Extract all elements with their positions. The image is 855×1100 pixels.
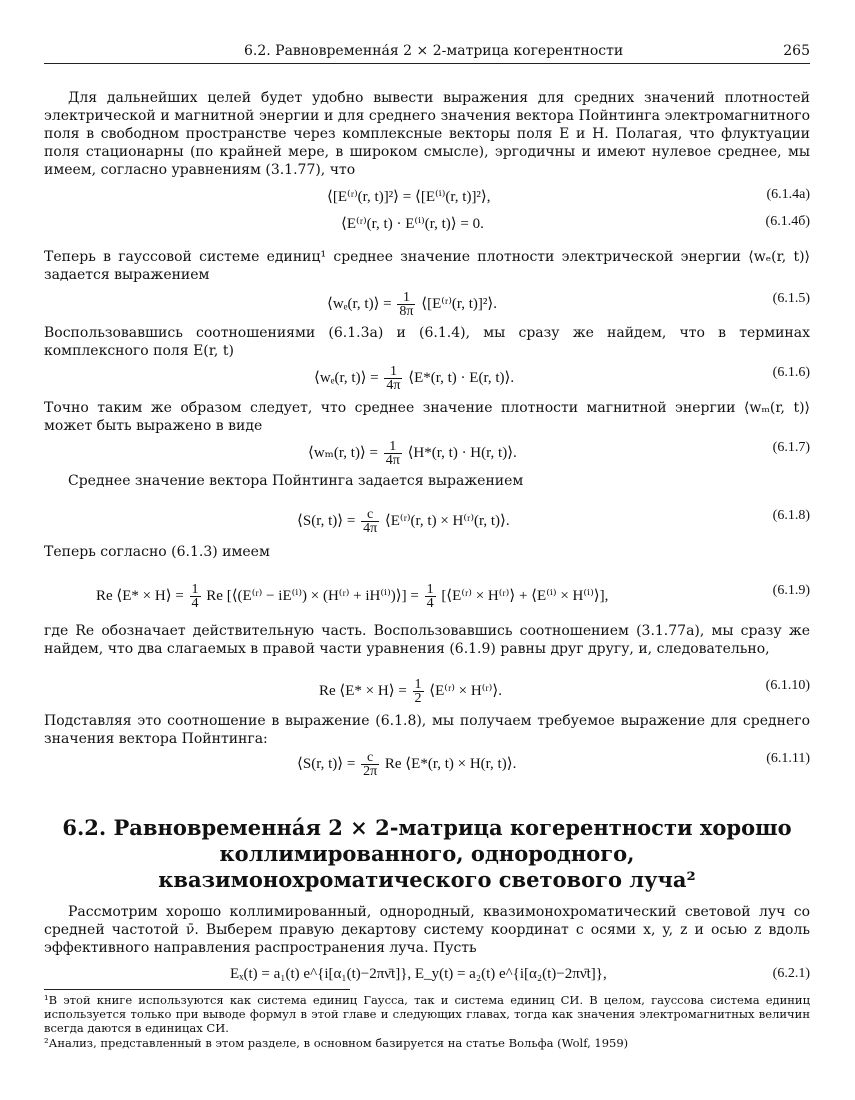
- section-heading-line-3: квазимонохроматического светового луча²: [158, 867, 696, 892]
- fraction-denominator: 4: [191, 596, 199, 611]
- fraction-denominator: 4π: [385, 453, 400, 468]
- fraction: [425, 583, 436, 610]
- equation-number: (6.1.10): [765, 678, 810, 693]
- equation-6-1-10: [44, 675, 810, 706]
- equation-6-1-6: [44, 362, 810, 393]
- equation-6-1-9: [44, 580, 810, 611]
- equation-body: ⟨E⁽ʳ⁾(r, t) · E⁽ⁱ⁾(r, t)⟩ = 0.: [341, 216, 484, 232]
- running-title: 6.2. Равновременна́я 2 × 2-матрица когерентности: [244, 43, 624, 59]
- footnote-2: ²Анализ, представленный в этом разделе, в основном базируется на статье Вольфа (Wolf, 1959): [44, 1036, 629, 1050]
- equation-body: ⟨[E⁽ʳ⁾(r, t)]²⟩ = ⟨[E⁽ⁱ⁾(r, t)]²⟩,: [327, 189, 491, 205]
- fraction-numerator: c: [361, 751, 379, 765]
- paragraph-relations: Воспользовавшись соотношениями (6.1.3а) и (6.1.4), мы сразу же найдем, что в терминах комплексного поля E(r, t): [44, 325, 810, 359]
- equation-lhs: Re ⟨E* × H⟩ =: [319, 682, 407, 699]
- fraction-numerator: c: [361, 508, 379, 522]
- equation-number: (6.1.4б): [765, 214, 810, 229]
- equation-number: (6.1.7): [772, 440, 810, 455]
- equation-middle: Re [⟨(E⁽ʳ⁾ − iE⁽ⁱ⁾) × (H⁽ʳ⁾ + iH⁽ⁱ⁾)⟩] =: [206, 587, 419, 604]
- fraction-denominator: 4: [426, 596, 434, 611]
- equation-rhs: ⟨E⁽ʳ⁾ × H⁽ʳ⁾⟩.: [429, 682, 502, 699]
- equation-number: (6.1.8): [772, 508, 810, 523]
- paragraph-poynting: Среднее значение вектора Пойнтинга задается выражением: [68, 473, 524, 489]
- paragraph-magnetic: Точно таким же образом следует, что среднее значение плотности магнитной энергии ⟨wₘ(r, t)⟩ может быть выражено в виде: [44, 400, 810, 434]
- paragraph-real-part: где Re обозначает действительную часть. Воспользовавшись соотношением (3.1.77а), мы сразу же найдем, что два слагаемых в правой части уравнения (6.1.9) равны друг другу, и, следовательно,: [44, 623, 810, 657]
- page-number: 265: [783, 43, 810, 59]
- fraction-denominator: 8π: [399, 304, 414, 319]
- equation-6-1-11: [44, 748, 810, 779]
- fraction: [361, 508, 379, 535]
- equation-number: (6.1.5): [772, 291, 810, 306]
- equation-body: Eₓ(t) = a₁(t) e^{i[α₁(t)−2πν̄t]}, E_y(t) = a₂(t) e^{i[α₂(t)−2πν̄t]},: [230, 966, 607, 982]
- equation-rhs: [⟨E⁽ʳ⁾ × H⁽ʳ⁾⟩ + ⟨E⁽ⁱ⁾ × H⁽ⁱ⁾⟩],: [441, 587, 609, 604]
- section-heading-line-1: 6.2. Равновременна́я 2 × 2-матрица когерентности хорошо: [62, 815, 792, 840]
- equation-rhs: ⟨[E⁽ʳ⁾(r, t)]²⟩.: [421, 295, 498, 312]
- equation-rhs: Re ⟨E*(r, t) × H(r, t)⟩.: [384, 755, 517, 772]
- equation-rhs: ⟨H*(r, t) · H(r, t)⟩.: [407, 444, 517, 461]
- fraction: [190, 583, 201, 610]
- fraction-numerator: 1: [426, 582, 434, 597]
- fraction-numerator: 1: [384, 440, 402, 454]
- equation-number: (6.1.6): [772, 365, 810, 380]
- footnote-1: ¹В этой книге используются как система единиц Гаусса, так и система единиц СИ. В целом, гауссова система единиц используется только при выводе формул в этой главе и следующих главах, тогда как значения электромагнитных величин всегда даются в единицах СИ.: [44, 993, 810, 1035]
- equation-number: (6.1.9): [772, 583, 810, 598]
- book-page: [44, 0, 810, 1100]
- paragraph-substituting: Подставляя это соотношение в выражение (6.1.8), мы получаем требуемое выражение для среднего значения вектора Пойнтинга:: [44, 713, 810, 747]
- fraction: [361, 751, 379, 778]
- equation-6-2-1: [44, 963, 810, 989]
- fraction-numerator: 1: [414, 677, 422, 692]
- equation-lhs: ⟨wₘ(r, t)⟩ =: [308, 444, 378, 461]
- equation-6-1-5: [44, 288, 810, 319]
- fraction: [397, 291, 415, 318]
- equation-6-1-8: [44, 505, 810, 536]
- equation-number: (6.1.4а): [766, 187, 810, 202]
- fraction-numerator: 1: [191, 582, 199, 597]
- running-header: [44, 43, 810, 63]
- equation-lhs: Re ⟨E* × H⟩ =: [96, 587, 184, 604]
- fraction-numerator: 1: [397, 291, 415, 305]
- fraction-denominator: 2π: [363, 764, 378, 779]
- header-rule: [44, 63, 810, 64]
- equation-number: (6.1.11): [766, 751, 810, 766]
- equation-lhs: ⟨S(r, t)⟩ =: [297, 755, 356, 772]
- fraction-denominator: 2: [414, 691, 422, 706]
- paragraph-beam: Рассмотрим хорошо коллимированный, однородный, квазимонохроматический световой луч со средней частотой ν̄. Выберем правую декартову систему координат с осями x, y, z и осью z вдоль эффективного направления распространения луча. Пусть: [44, 904, 810, 956]
- equation-lhs: ⟨wₑ(r, t)⟩ =: [314, 369, 379, 386]
- equation-6-1-4b: [44, 211, 810, 237]
- fraction-denominator: 4π: [386, 378, 401, 393]
- fraction-denominator: 4π: [363, 521, 378, 536]
- fraction: [413, 678, 424, 705]
- paragraph-gauss: Теперь в гауссовой системе единиц¹ среднее значение плотности электрической энергии ⟨wₑ(r, t)⟩ задается выражением: [44, 249, 810, 283]
- equation-6-1-7: [44, 437, 810, 468]
- equation-lhs: ⟨wₑ(r, t)⟩ =: [327, 295, 392, 312]
- fraction: [384, 440, 402, 467]
- equation-rhs: ⟨E*(r, t) · E(r, t)⟩.: [408, 369, 515, 386]
- equation-6-1-4a: [44, 184, 810, 210]
- equation-number: (6.2.1): [772, 966, 810, 981]
- section-heading-line-2: коллимированного, однородного,: [219, 841, 635, 866]
- equation-rhs: ⟨E⁽ʳ⁾(r, t) × H⁽ʳ⁾(r, t)⟩.: [384, 512, 510, 529]
- paragraph-by-6-1-3: Теперь согласно (6.1.3) имеем: [44, 544, 270, 560]
- section-heading: [44, 815, 810, 893]
- fraction-numerator: 1: [384, 365, 402, 379]
- paragraph-intro: Для дальнейших целей будет удобно вывести выражения для средних значений плотностей электрической и магнитной энергии и для среднего значения вектора Пойнтинга электромагнитного поля в свободном пространстве через комплексные векторы поля E и H. Полагая, что флуктуации поля стационарны (по крайней мере, в широком смысле), эргодичны и имеют нулевое среднее, мы имеем, согласно уравнениям (3.1.77), что: [44, 90, 810, 178]
- fraction: [384, 365, 402, 392]
- footnote-rule: [44, 989, 350, 990]
- equation-lhs: ⟨S(r, t)⟩ =: [297, 512, 356, 529]
